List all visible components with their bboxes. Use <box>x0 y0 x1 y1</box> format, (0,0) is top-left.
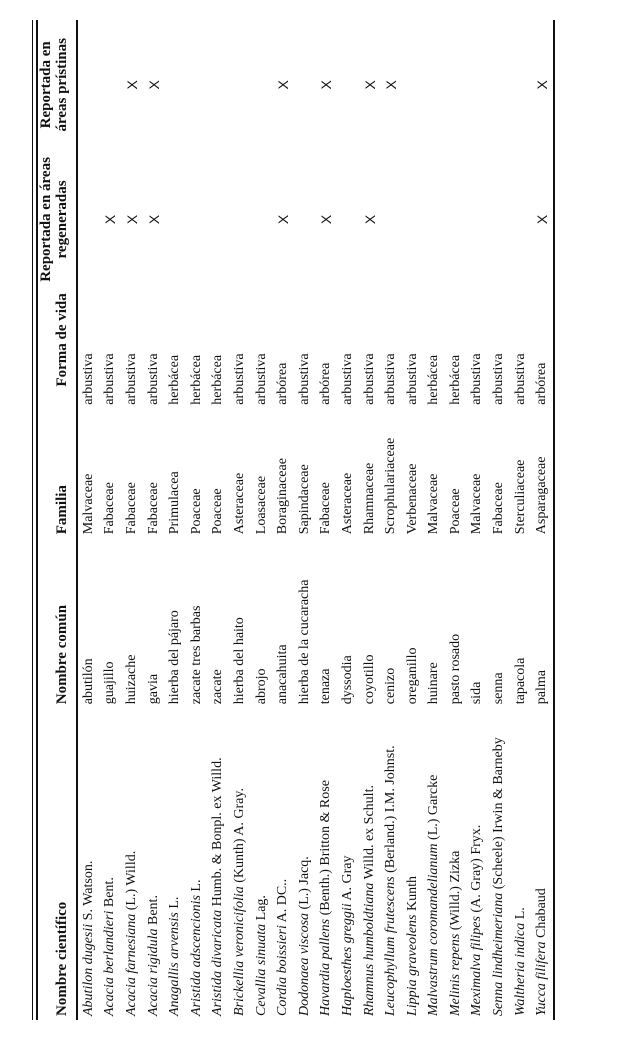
cell-scientific-name <box>272 708 294 1020</box>
cell-family: Primulacea <box>167 471 183 535</box>
cell-regenerated-mark: X <box>123 214 140 225</box>
cell-regenerated-mark <box>402 150 424 290</box>
cell-scientific-name <box>467 708 489 1020</box>
cell-pristine-mark: X <box>361 80 378 90</box>
genus-species-text: Havardia pallens <box>318 918 334 1016</box>
table-row <box>100 20 122 1020</box>
genus-species-text: Aristida adscencionis <box>188 895 204 1016</box>
cell-life-form: herbácea <box>210 354 226 405</box>
cell-scientific-name <box>208 708 230 1020</box>
cell-life-form: arbórea <box>318 362 334 405</box>
cell-life-form: herbácea <box>447 354 463 405</box>
cell-life-form: arbustiva <box>296 353 312 405</box>
author-text: (Willd.) Zizka <box>447 850 463 931</box>
cell-family: Fabaceae <box>318 482 334 535</box>
genus-species-text: Leucophyllum frutescens <box>383 876 399 1016</box>
cell-common-name: hierba de la cucaracha <box>296 579 312 705</box>
genus-species-text: Malvastrum coromandelianum <box>426 843 442 1016</box>
table-row <box>251 20 273 1020</box>
cell-regenerated-mark <box>294 150 316 290</box>
cell-family: Scrophulariaceae <box>383 437 399 535</box>
cell-pristine-mark <box>251 20 273 150</box>
cell-life-form: arbustiva <box>361 353 377 405</box>
author-text: Lag. <box>253 895 269 921</box>
cell-scientific-name <box>316 708 338 1020</box>
header-row <box>37 20 77 1020</box>
author-text: (Scheele) Irwin & Barneby <box>491 737 507 890</box>
cell-life-form: herbácea <box>167 354 183 405</box>
genus-species-text: Acacia farnesiana <box>123 913 139 1016</box>
cell-life-form: arbustiva <box>253 353 269 405</box>
cell-life-form: arbustiva <box>80 353 96 405</box>
cell-regenerated-mark <box>164 150 186 290</box>
genus-species-text: Cordia boissieri <box>275 925 291 1016</box>
cell-common-name: dyssodia <box>339 655 355 705</box>
genus-species-text: Waltheria indica <box>512 922 528 1016</box>
cell-regenerated-mark: X <box>102 214 119 225</box>
cell-life-form: arbustiva <box>491 353 507 405</box>
cell-pristine-mark: X <box>275 80 292 90</box>
cell-pristine-mark <box>208 20 230 150</box>
table-row <box>186 20 208 1020</box>
species-table <box>36 20 555 1020</box>
cell-regenerated-mark <box>445 150 467 290</box>
cell-common-name: huinare <box>426 662 442 705</box>
table-row <box>229 20 251 1020</box>
cell-family: Loasaceae <box>253 475 269 535</box>
cell-scientific-name <box>251 708 273 1020</box>
table-row <box>531 20 554 1020</box>
header-family: Familia <box>54 485 70 535</box>
author-text: (Berland.) I.M. Johnst. <box>383 745 399 873</box>
cell-family: Fabaceae <box>145 482 161 535</box>
cell-life-form: arbustiva <box>123 353 139 405</box>
genus-species-text: Anagallis arvensis <box>167 912 183 1016</box>
cell-pristine-mark: X <box>383 80 400 90</box>
cell-life-form: arbustiva <box>512 353 528 405</box>
genus-species-text: Yucca filifera <box>534 941 550 1016</box>
table-row <box>272 20 294 1020</box>
cell-pristine-mark <box>294 20 316 150</box>
cell-regenerated-mark: X <box>318 214 335 225</box>
cell-family: Asparagaceae <box>534 456 550 535</box>
cell-common-name: zacate tres barbas <box>188 605 204 705</box>
cell-common-name: pasto rosado <box>447 633 463 705</box>
cell-regenerated-mark <box>424 150 446 290</box>
author-text: (L.) Garcke <box>426 774 442 840</box>
table-row <box>294 20 316 1020</box>
cell-common-name: tenaza <box>318 668 334 705</box>
genus-species-text: Acacia rigidula <box>145 928 161 1016</box>
table-row <box>337 20 359 1020</box>
cell-common-name: coyotillo <box>361 654 377 705</box>
author-text: Bent. <box>145 895 161 925</box>
genus-species-text: Acacia berlandieri <box>102 910 118 1016</box>
cell-family: Poaceae <box>188 488 204 535</box>
genus-species-text: Melinis repens <box>447 933 463 1016</box>
cell-pristine-mark: X <box>318 80 335 90</box>
table-row <box>164 20 186 1020</box>
genus-species-text: Lippia graveolens <box>404 914 420 1016</box>
table-row <box>380 20 402 1020</box>
cell-scientific-name <box>510 708 532 1020</box>
cell-scientific-name <box>488 708 510 1020</box>
cell-family: Sterculiaceae <box>512 459 528 535</box>
table-row <box>510 20 532 1020</box>
cell-family: Sapindaceae <box>296 464 312 535</box>
cell-common-name: hierba del haito <box>231 617 247 705</box>
cell-scientific-name <box>77 708 100 1020</box>
cell-common-name: senna <box>491 672 507 705</box>
cell-life-form: arbustiva <box>404 353 420 405</box>
genus-species-text: Meximalva filipes <box>469 916 485 1016</box>
cell-pristine-mark <box>402 20 424 150</box>
cell-common-name: cenizo <box>383 667 399 705</box>
cell-scientific-name <box>121 708 143 1020</box>
cell-common-name: abutilón <box>80 658 96 705</box>
cell-common-name: abrojo <box>253 668 269 705</box>
cell-pristine-mark <box>467 20 489 150</box>
cell-family: Malvaceae <box>469 473 485 535</box>
author-text: S. Watson. <box>80 860 96 921</box>
cell-common-name: huizache <box>123 654 139 705</box>
genus-species-text: Cevallia sinuata <box>253 923 269 1016</box>
cell-pristine-mark: X <box>145 80 162 90</box>
author-text: L. <box>188 879 204 892</box>
table-row <box>208 20 230 1020</box>
cell-regenerated-mark: X <box>145 214 162 225</box>
cell-life-form: herbácea <box>426 354 442 405</box>
header-common-name: Nombre común <box>54 604 70 705</box>
author-text: A. DC.. <box>275 878 291 923</box>
cell-common-name: hierba del pájaro <box>167 610 183 705</box>
cell-regenerated-mark <box>251 150 273 290</box>
cell-scientific-name <box>164 708 186 1020</box>
cell-life-form: arbustiva <box>469 353 485 405</box>
author-text: (L.) Jacq. <box>296 856 312 910</box>
author-text: (L.) Willd. <box>123 850 139 911</box>
cell-regenerated-mark: X <box>275 214 292 225</box>
cell-common-name: tapacola <box>512 657 528 705</box>
cell-pristine-mark <box>77 20 100 150</box>
table-row <box>143 20 165 1020</box>
cell-family: Poaceae <box>210 488 226 535</box>
cell-regenerated-mark: X <box>361 214 378 225</box>
cell-common-name: anacahuita <box>275 644 291 705</box>
cell-life-form: arbustiva <box>383 353 399 405</box>
cell-pristine-mark <box>510 20 532 150</box>
cell-regenerated-mark <box>208 150 230 290</box>
table-row <box>121 20 143 1020</box>
cell-family: Malvaceae <box>426 473 442 535</box>
cell-life-form: arbustiva <box>102 353 118 405</box>
genus-species-text: Rhamnus humboldtiana <box>361 882 377 1016</box>
cell-pristine-mark <box>445 20 467 150</box>
cell-common-name: guajillo <box>102 661 118 705</box>
table-row <box>316 20 338 1020</box>
cell-pristine-mark <box>186 20 208 150</box>
cell-common-name: oreganillo <box>404 647 420 705</box>
cell-family: Asteraceae <box>231 472 247 535</box>
cell-pristine-mark <box>164 20 186 150</box>
cell-common-name: palma <box>534 670 550 705</box>
cell-family: Asteraceae <box>339 472 355 535</box>
author-text: (Kunth) A. Gray. <box>231 788 247 883</box>
genus-species-text: Dodonaea viscosa <box>296 912 312 1016</box>
cell-regenerated-mark: X <box>534 214 551 225</box>
cell-family: Verbenaceae <box>404 463 420 535</box>
author-text: L. <box>167 896 183 909</box>
cell-scientific-name <box>424 708 446 1020</box>
header-regenerated-areas: Reportada en áreas regeneradas <box>38 157 70 282</box>
cell-common-name: sida <box>469 681 485 705</box>
table-row <box>445 20 467 1020</box>
author-text: Bent. <box>102 877 118 908</box>
cell-regenerated-mark <box>380 150 402 290</box>
cell-pristine-mark <box>337 20 359 150</box>
cell-life-form: arbórea <box>534 362 550 405</box>
header-pristine-areas: Reportada en áreas prístinas <box>38 38 70 132</box>
cell-scientific-name <box>337 708 359 1020</box>
cell-scientific-name <box>531 708 554 1020</box>
cell-life-form: arbórea <box>275 362 291 405</box>
cell-common-name: gavia <box>145 673 161 705</box>
cell-regenerated-mark <box>337 150 359 290</box>
cell-common-name: zacate <box>210 669 226 705</box>
cell-life-form: herbácea <box>188 354 204 405</box>
cell-scientific-name <box>380 708 402 1020</box>
cell-life-form: arbustiva <box>145 353 161 405</box>
cell-scientific-name <box>402 708 424 1020</box>
table-row <box>359 20 381 1020</box>
cell-regenerated-mark <box>229 150 251 290</box>
cell-pristine-mark: X <box>534 80 551 90</box>
genus-species-text: Abutilon dugesii <box>80 923 96 1016</box>
author-text: Kunth <box>404 876 420 911</box>
table-body <box>77 20 554 1020</box>
author-text: (Benth.) Britton & Rose <box>318 780 334 916</box>
genus-species-text: Brickellia veronicifolia <box>231 886 247 1016</box>
cell-life-form: arbustiva <box>231 353 247 405</box>
cell-regenerated-mark <box>488 150 510 290</box>
table-row <box>424 20 446 1020</box>
cell-pristine-mark <box>229 20 251 150</box>
cell-scientific-name <box>100 708 122 1020</box>
author-text: A. Gray <box>339 855 355 901</box>
author-text: Humb. & Bonpl. ex Willd. <box>210 757 226 907</box>
cell-life-form: arbustiva <box>339 353 355 405</box>
cell-regenerated-mark <box>510 150 532 290</box>
table-row <box>77 20 100 1020</box>
cell-family: Poaceae <box>447 488 463 535</box>
cell-family: Malvaceae <box>80 473 96 535</box>
header-life-form: Forma de vida <box>54 293 70 387</box>
author-text: L. <box>512 907 528 920</box>
table-row <box>402 20 424 1020</box>
cell-family: Fabaceae <box>102 482 118 535</box>
cell-regenerated-mark <box>77 150 100 290</box>
cell-scientific-name <box>445 708 467 1020</box>
genus-species-text: Aristida divaricata <box>210 909 226 1016</box>
cell-family: Fabaceae <box>123 482 139 535</box>
genus-species-text: Senna lindheimeriana <box>491 892 507 1016</box>
cell-pristine-mark <box>488 20 510 150</box>
genus-species-text: Haploesthes greggii <box>339 903 355 1016</box>
cell-family: Fabaceae <box>491 482 507 535</box>
cell-scientific-name <box>294 708 316 1020</box>
cell-scientific-name <box>143 708 165 1020</box>
cell-regenerated-mark <box>467 150 489 290</box>
table-row <box>488 20 510 1020</box>
cell-family: Rhamnaceae <box>361 462 377 535</box>
author-text: (A. Gray) Fryx. <box>469 824 485 913</box>
cell-scientific-name <box>186 708 208 1020</box>
cell-pristine-mark <box>424 20 446 150</box>
cell-scientific-name <box>359 708 381 1020</box>
author-text: Willd. ex Schult. <box>361 785 377 880</box>
cell-pristine-mark <box>100 20 122 150</box>
cell-pristine-mark: X <box>123 80 140 90</box>
cell-scientific-name <box>229 708 251 1020</box>
top-rule <box>32 20 33 1020</box>
header-scientific-name: Nombre científico <box>54 901 70 1016</box>
table-row <box>467 20 489 1020</box>
cell-regenerated-mark <box>186 150 208 290</box>
author-text: Chabaud <box>534 888 550 938</box>
cell-family: Boraginaceae <box>275 458 291 535</box>
